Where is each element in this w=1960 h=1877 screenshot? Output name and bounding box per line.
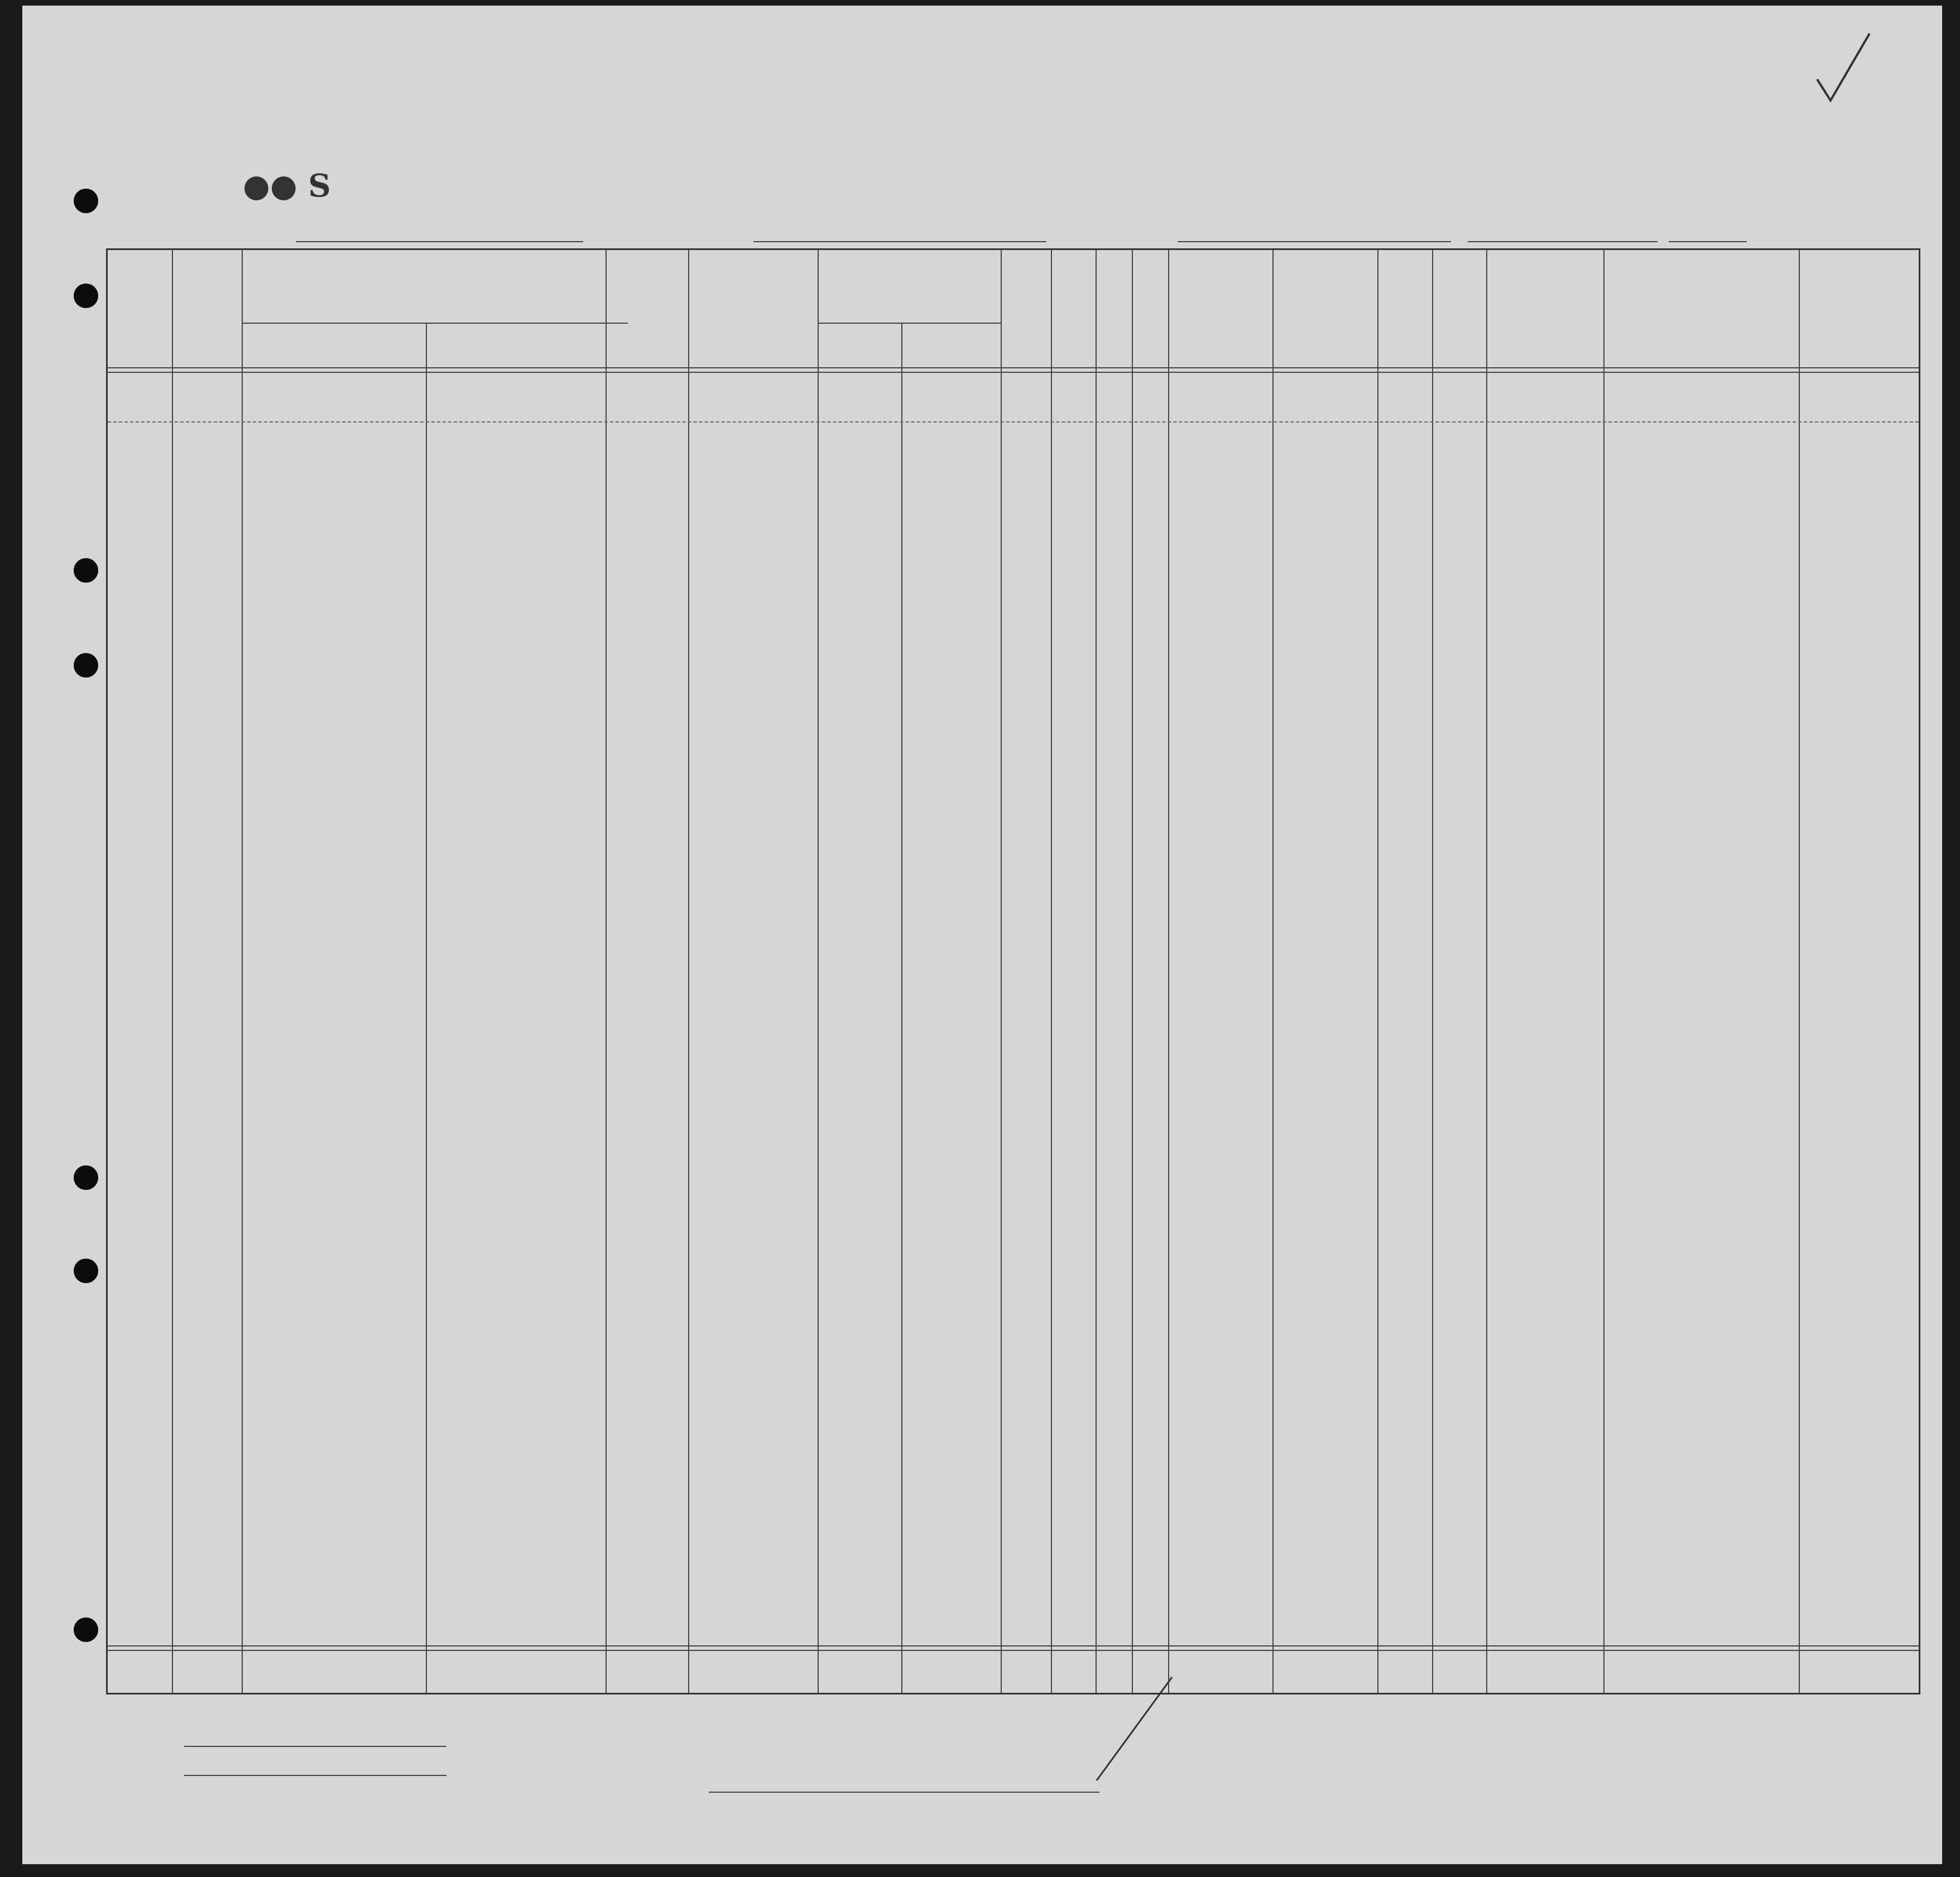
inspector-check	[1094, 1674, 1178, 1786]
check-mark	[1814, 28, 1875, 106]
binder-hole	[74, 653, 98, 678]
binder-hole	[74, 284, 98, 308]
sheet-number	[1711, 64, 1744, 83]
binder-hole	[74, 1617, 98, 1642]
binder-hole	[74, 189, 98, 213]
binder-hole	[74, 1165, 98, 1190]
binder-hole	[74, 1259, 98, 1283]
hand-mark: ●● S	[243, 167, 331, 204]
crew-table	[106, 248, 1920, 1694]
binder-hole	[74, 558, 98, 583]
manifest-sheet	[22, 6, 1942, 1864]
